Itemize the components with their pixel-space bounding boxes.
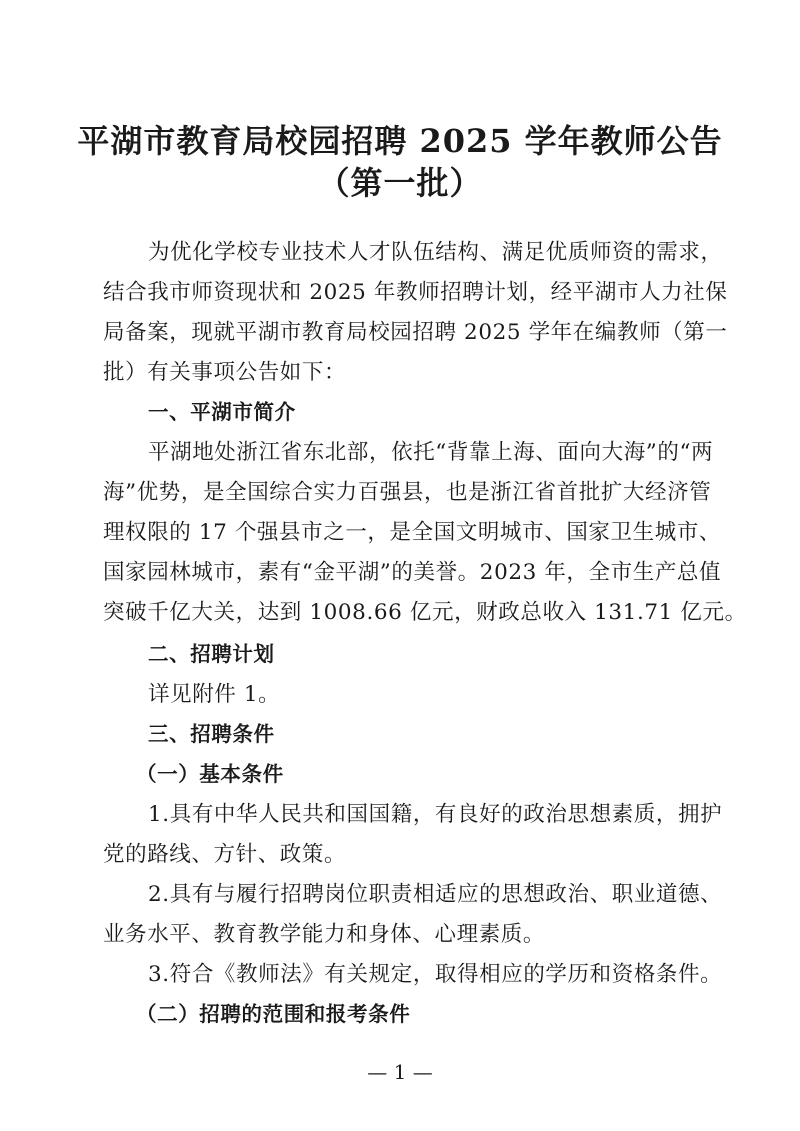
section1-line: 平湖地处浙江省东北部，依托“背靠上海、面向大海”的“两 [148,440,714,465]
condition-item-2: 2.具有与履行招聘岗位职责相适应的思想政治、职业道德、 [148,882,723,907]
section1-line: 突破千亿大关，达到 1008.66 亿元，财政总收入 131.71 亿元。 [103,600,747,625]
page-number: — 1 — [367,1060,433,1084]
intro-line: 局备案，现就平湖市教育局校园招聘 2025 学年在编教师（第一 [103,320,728,345]
condition-item-2-cont: 业务水平、教育教学能力和身体、心理素质。 [103,922,546,947]
document-subtitle: （第一批） [317,164,483,202]
section1-line: 海”优势，是全国综合实力百强县，也是浙江省首批扩大经济管 [103,480,712,505]
condition-item-1: 1.具有中华人民共和国国籍，有良好的政治思想素质，拥护 [148,802,723,827]
section2-text: 详见附件 1。 [148,682,281,707]
condition-item-1-cont: 党的路线、方针、政策。 [103,842,347,867]
intro-line: 为优化学校专业技术人才队伍结构、满足优质师资的需求， [148,240,723,265]
section1-line: 国家园林城市，素有“金平湖”的美誉。2023 年，全市生产总值 [103,560,722,585]
section-heading-3: 三、招聘条件 [148,722,275,746]
intro-line: 结合我市师资现状和 2025 年教师招聘计划，经平湖市人力社保 [103,280,728,305]
subsection-heading-2: （二）招聘的范围和报考条件 [136,1002,411,1026]
section1-line: 理权限的 17 个强县市之一，是全国文明城市、国家卫生城市、 [103,520,722,545]
subsection-heading-1: （一）基本条件 [136,762,284,786]
section-heading-1: 一、平湖市简介 [148,400,296,424]
section-heading-2: 二、招聘计划 [148,642,275,666]
condition-item-3: 3.符合《教师法》有关规定，取得相应的学历和资格条件。 [148,962,723,987]
intro-line: 批）有关事项公告如下： [103,360,347,385]
document-title: 平湖市教育局校园招聘 2025 学年教师公告 [77,122,723,160]
